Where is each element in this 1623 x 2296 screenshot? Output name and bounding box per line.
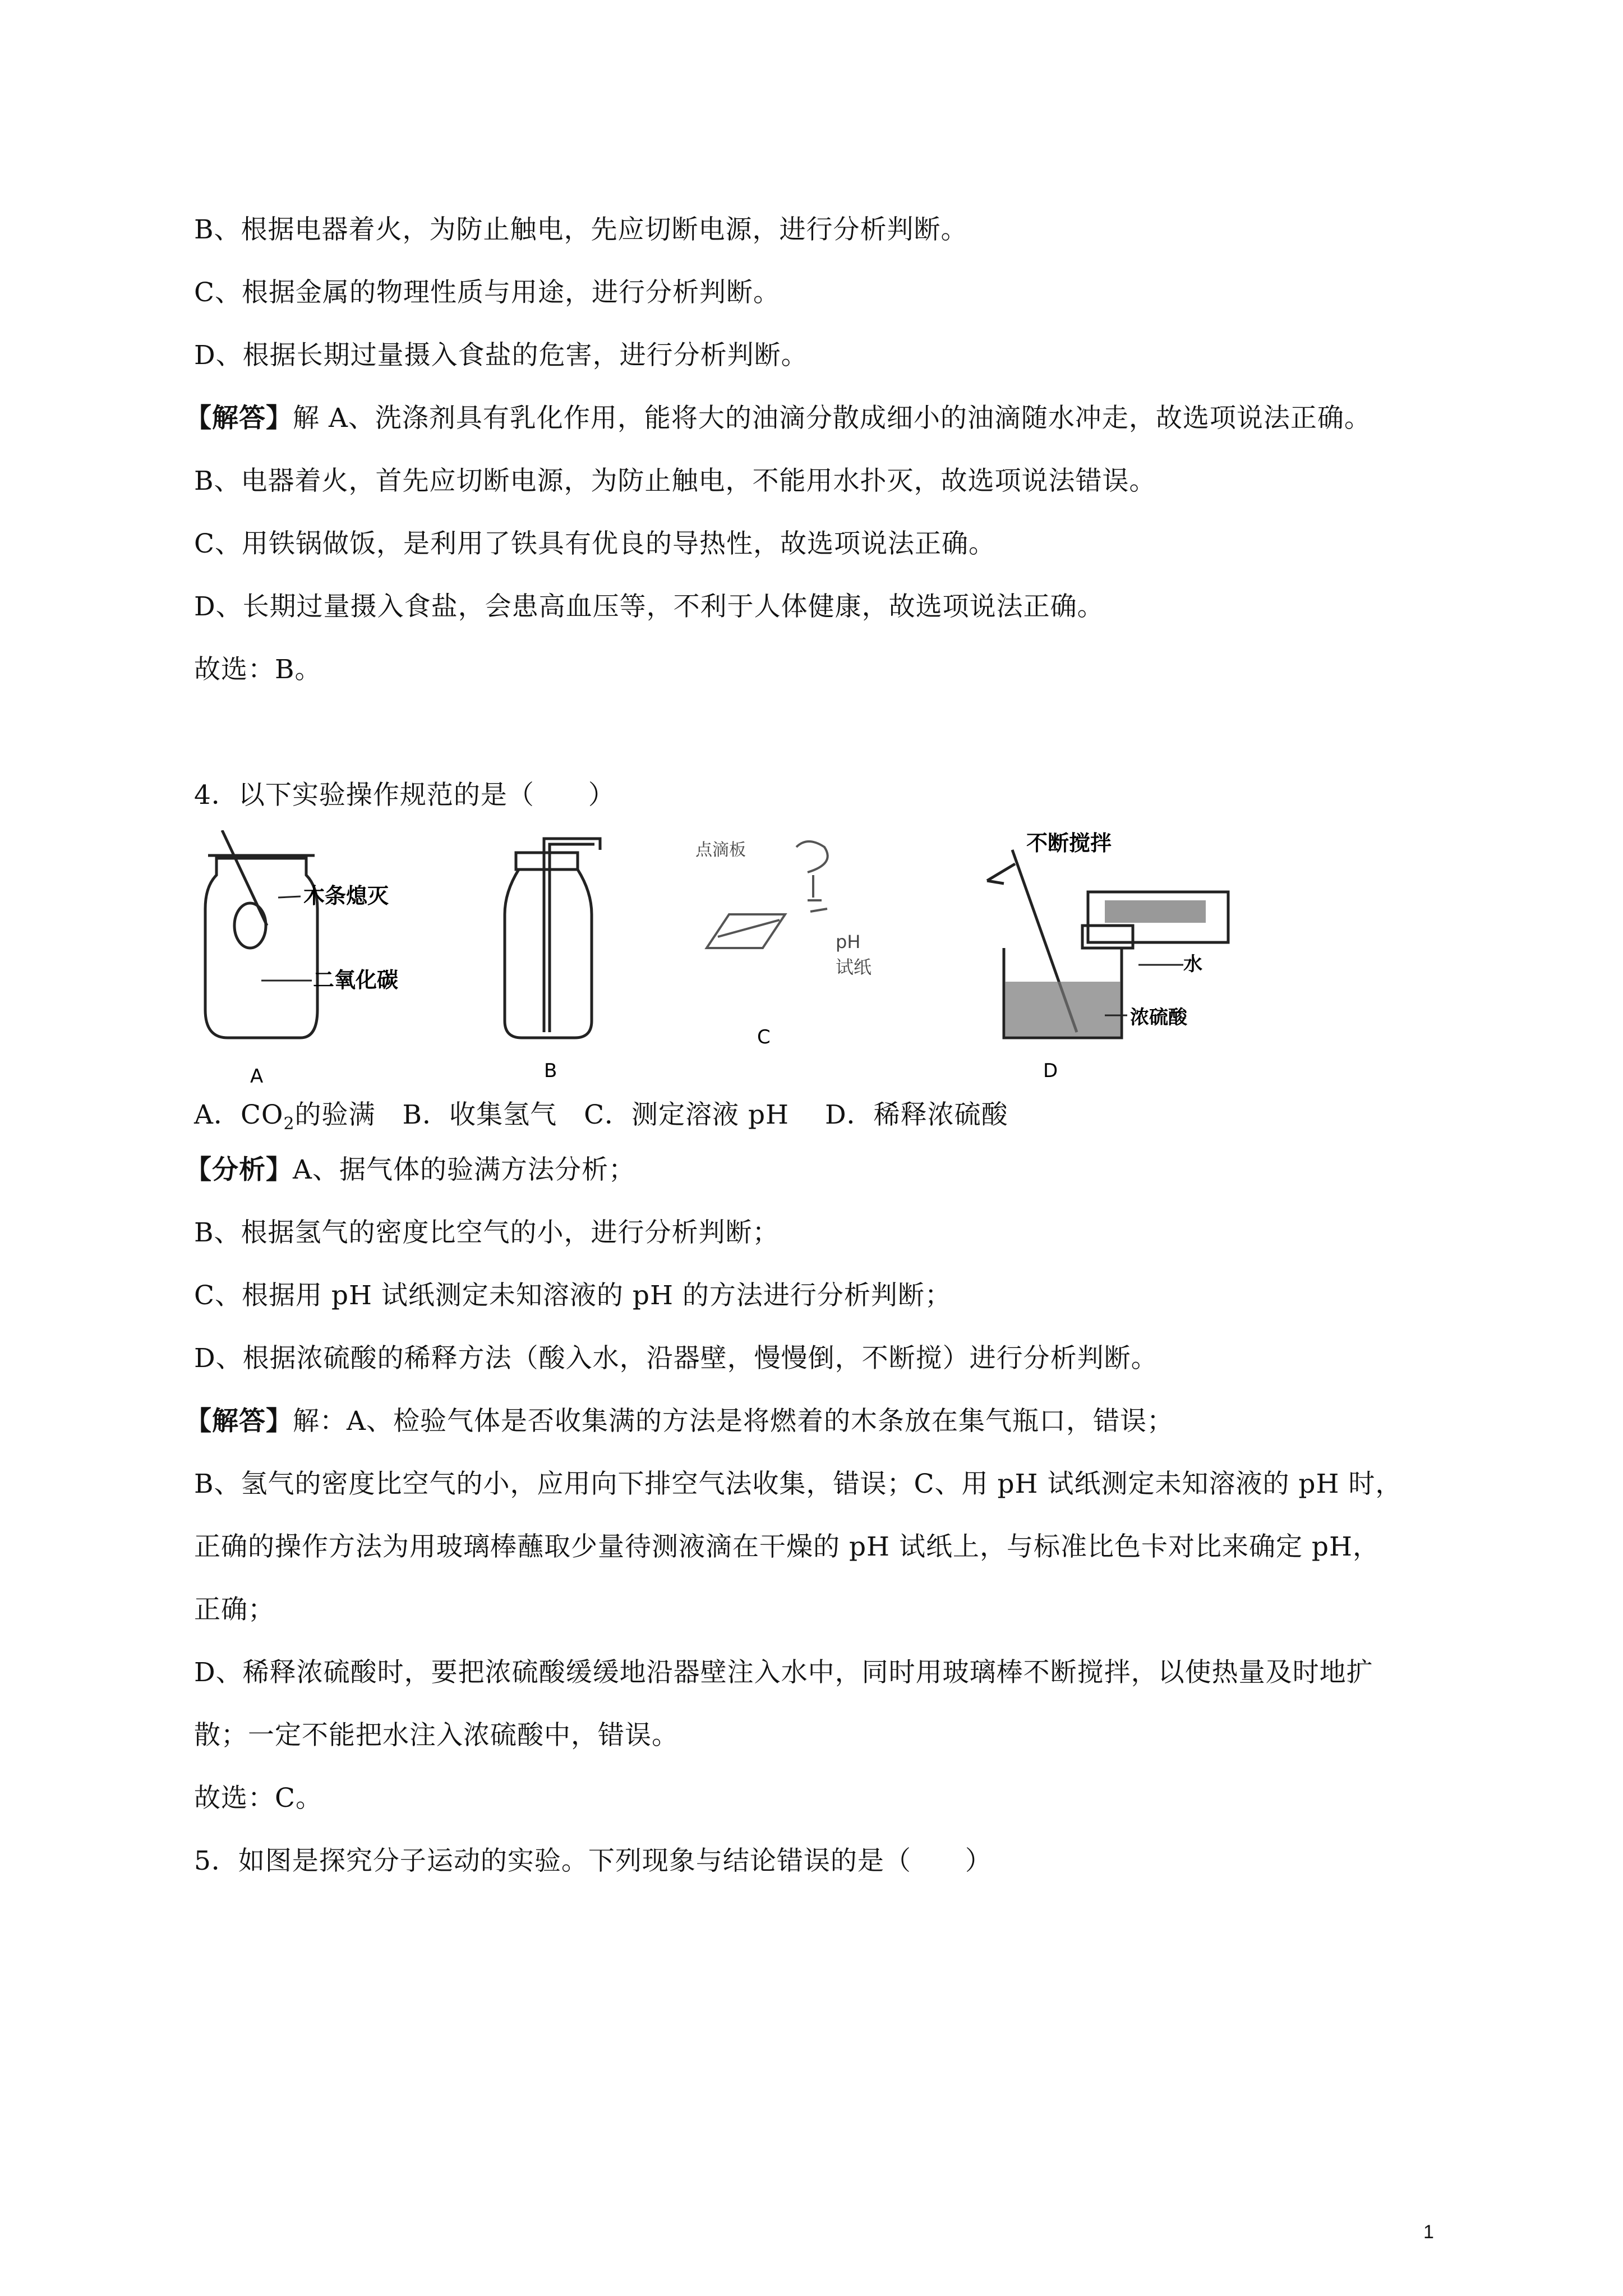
answer2-text: 解：A、检验气体是否收集满的方法是将燃着的木条放在集气瓶口，错误； xyxy=(293,1406,1174,1437)
analysis-tag: 【分析】 xyxy=(185,1154,293,1185)
analysis-text: A、据气体的验满方法分析； xyxy=(293,1154,635,1185)
figure-d-label: D xyxy=(1043,1060,1058,1082)
answer2-line-b1: B、氢气的密度比空气的小，应用向下排空气法收集，错误；C、用 pH 试纸测定未知溶液的 pH 时， xyxy=(194,1469,1403,1499)
option-a-subscript: 2 xyxy=(283,1114,295,1134)
options-rest: 的验满 B．收集氢气 C．测定溶液 pH D．稀释浓硫酸 xyxy=(294,1099,1008,1130)
answer2-line-b3: 正确； xyxy=(194,1594,275,1625)
figure-a-label: A xyxy=(250,1065,264,1088)
answer-text: 解 A、洗涤剂具有乳化作用，能将大的油滴分散成细小的油滴随水冲走，故选项说法正确。 xyxy=(293,403,1371,434)
figure-c-text-1: 点滴板 xyxy=(695,840,746,860)
figure-b xyxy=(494,830,634,1088)
answer2-tag: 【解答】 xyxy=(185,1406,293,1437)
figure-a xyxy=(194,830,463,1088)
analysis2-line-d: D、根据浓硫酸的稀释方法（酸入水，沿器壁，慢慢倒，不断搅）进行分析判断。 xyxy=(194,1343,1158,1374)
answer2-line-d2: 散；一定不能把水注入浓硫酸中，错误。 xyxy=(194,1720,679,1751)
choice2-line: 故选：C。 xyxy=(194,1783,322,1814)
choice-line: 故选：B。 xyxy=(194,654,322,685)
answer2-line-b2: 正确的操作方法为用玻璃棒蘸取少量待测液滴在干燥的 pH 试纸上，与标准比色卡对比来确定 pH， xyxy=(194,1531,1380,1562)
answer-line-a xyxy=(185,402,1371,435)
option-a-text: A．CO xyxy=(194,1099,284,1130)
figure-c-label: C xyxy=(757,1026,771,1048)
analysis-line-d: D、根据长期过量摄入食盐的危害，进行分析判断。 xyxy=(194,340,808,371)
answer2-line-d1: D、稀释浓硫酸时，要把浓硫酸缓缓地沿器壁注入水中，同时用玻璃棒不断搅拌，以使热量及时地扩 xyxy=(194,1657,1373,1688)
page-number: 1 xyxy=(1423,2221,1434,2243)
analysis2-line-c: C、根据用 pH 试纸测定未知溶液的 pH 的方法进行分析判断； xyxy=(194,1280,952,1311)
figure-d-text-1: 不断搅拌 xyxy=(1026,831,1112,855)
figure-a-text-2: 二氧化碳 xyxy=(313,968,399,992)
answer-line-d: D、长期过量摄入食盐，会患高血压等，不利于人体健康，故选项说法正确。 xyxy=(194,591,1104,622)
analysis-line-b: B、根据电器着火，为防止触电，先应切断电源，进行分析判断。 xyxy=(194,214,968,245)
figure-d-text-3: 浓硫酸 xyxy=(1130,1006,1187,1029)
figure-d xyxy=(970,830,1262,1088)
question-5: 5．如图是探究分子运动的实验。下列现象与结论错误的是（ ） xyxy=(194,1846,992,1876)
answer-line-b: B、电器着火，首先应切断电源，为防止触电，不能用水扑灭，故选项说法错误。 xyxy=(194,466,1156,496)
answer-tag: 【解答】 xyxy=(185,403,293,434)
answer2-line-a xyxy=(185,1405,1174,1438)
question-4: 4．以下实验操作规范的是（ ） xyxy=(194,780,615,811)
figure-c-text-2: pH xyxy=(836,931,861,953)
analysis-line-c: C、根据金属的物理性质与用途，进行分析判断。 xyxy=(194,277,780,308)
analysis2-line-a xyxy=(185,1153,635,1187)
figure-c-text-3: 试纸 xyxy=(836,956,872,978)
question-4-options xyxy=(194,1098,1008,1141)
figure-c xyxy=(695,830,909,1088)
analysis2-line-b: B、根据氢气的密度比空气的小，进行分析判断； xyxy=(194,1217,780,1248)
answer-line-c: C、用铁锅做饭，是利用了铁具有优良的导热性，故选项说法正确。 xyxy=(194,528,995,559)
figure-d-text-2: 水 xyxy=(1183,953,1202,976)
figure-a-text-1: 木条熄灭 xyxy=(303,884,389,908)
figure-b-label: B xyxy=(544,1060,557,1082)
